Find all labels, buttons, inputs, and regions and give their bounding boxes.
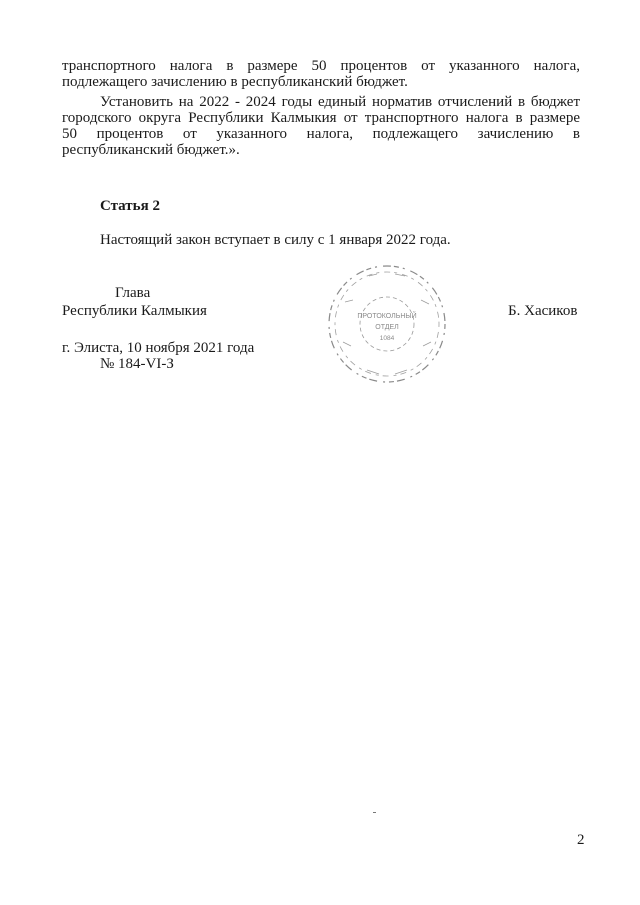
scan-artifact [373,812,376,813]
paragraph-norm [62,94,580,158]
signature-title-line2: Республики Калмыкия [62,303,207,319]
paragraph-line: подлежащего зачислению в республиканский бюджет. [62,74,408,90]
article-heading: Статья 2 [100,198,160,214]
paragraph-continuation [62,58,580,90]
article-text: Настоящий закон вступает в силу с 1 января 2022 года. [100,232,451,248]
stamp-text-line3: 1084 [379,335,395,342]
paragraph-line: городского округа Республики Калмыкия от транспортного налога в размере [62,110,580,126]
paragraph-line: Установить на 2022 - 2024 годы единый норматив отчислений в бюджет [100,94,580,110]
stamp-text-line1: ПРОТОКОЛЬНЫЙ [357,313,417,320]
paragraph-line: республиканский бюджет.». [62,142,240,158]
paragraph-line: 50 процентов от указанного налога, подлежащего зачислению в [62,126,580,142]
stamp-text-line2: ОТДЕЛ [375,324,399,331]
page-number: 2 [577,832,585,848]
place-date: г. Элиста, 10 ноября 2021 года [62,340,255,356]
law-number: № 184-VI-З [100,356,174,372]
paragraph-line: транспортного налога в размере 50 процентов от указанного налога, [62,58,580,74]
official-stamp [325,262,449,386]
signature-name: Б. Хасиков [508,303,578,319]
signature-title-line1: Глава [115,285,151,301]
